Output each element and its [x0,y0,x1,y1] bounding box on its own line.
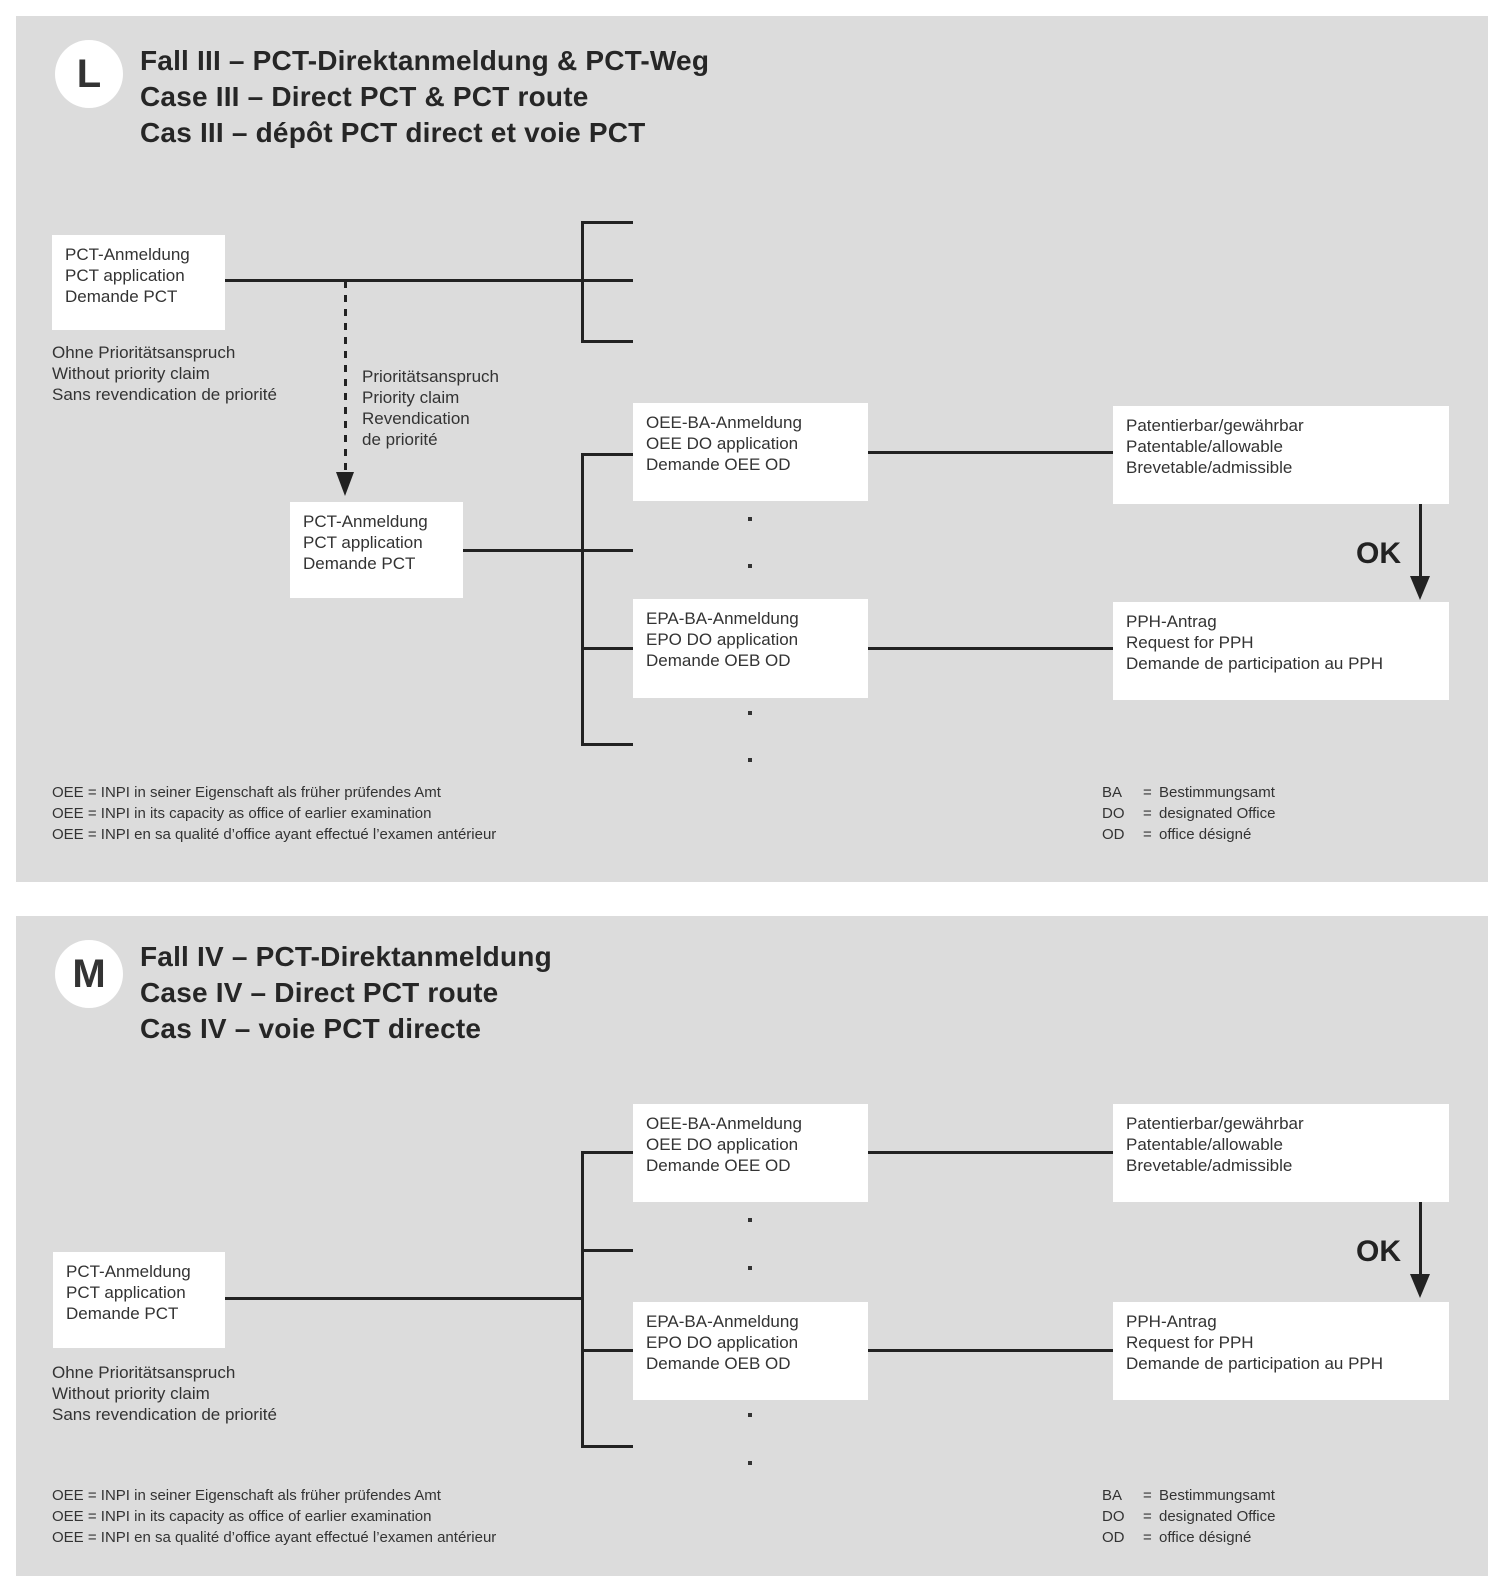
box-line-de: Patentierbar/gewährbar [1126,1114,1304,1133]
case-iv-badge: M [55,940,123,1008]
do-fork-branch-oee [581,1151,633,1154]
fork-bracket-vertical [581,221,584,343]
title-line-fr: Cas III – dépôt PCT direct et voie PCT [140,117,646,148]
legend-row-od [1102,1527,1275,1548]
do-fork-branch-epo [581,647,633,650]
legend-text: Bestimmungsamt [1159,1487,1275,1504]
box-line-fr: Brevetable/admissible [1126,458,1293,477]
legend-text: office désigné [1159,826,1252,843]
box-line-en: Patentable/allowable [1126,1135,1283,1154]
box-line-fr: Demande de participation au PPH [1126,1354,1384,1373]
box-line-en: EPO DO application [646,630,799,649]
legend-row-ba [1102,1485,1275,1506]
do-fork-branch-oee [581,453,633,456]
label-line-en: Priority claim [362,388,460,407]
box-line-fr: Demande OEE OD [646,1156,791,1175]
box-line-fr: Demande PCT [66,1304,179,1323]
do-fork-branch-other-1 [581,1249,633,1252]
box-line-en: Request for PPH [1126,1333,1254,1352]
ok-arrow-line [1419,504,1422,578]
box-line-en: EPO DO application [646,1333,799,1352]
do-fork-vertical [581,1151,584,1448]
down-arrowhead-icon [336,472,354,496]
ok-label: OK [1356,537,1401,570]
box-line-de: PCT-Anmeldung [66,1262,191,1281]
pph-request-box [1113,1302,1449,1400]
box-line-en: PCT application [66,1283,186,1302]
ellipsis-dot [748,1266,752,1270]
legend-abbr: OD [1102,1529,1125,1546]
footnote-line-fr: OEE = INPI en sa qualité d’office ayant effectué l’examen antérieur [52,826,497,843]
legend-text: office désigné [1159,1529,1252,1546]
connector-epo-to-pph [868,1349,1113,1352]
note-line-fr: Sans revendication de priorité [52,385,277,404]
box-line-en: PCT application [65,266,185,285]
box-line-fr: Demande OEB OD [646,651,791,670]
legend-eq: = [1143,1529,1152,1546]
epo-do-application-box [633,599,868,698]
pct-application-box [52,235,225,330]
box-line-de: OEE-BA-Anmeldung [646,413,802,432]
legend-eq: = [1143,784,1152,801]
oee-do-application-box [633,403,868,501]
connector-pct2-to-fork [463,549,633,552]
ellipsis-dot [748,1461,752,1465]
do-fork-branch-other [581,743,633,746]
pct-application-box-2 [290,502,463,598]
legend-text: Bestimmungsamt [1159,784,1275,801]
legend-row-ba [1102,782,1275,803]
footnote-line-de: OEE = INPI in seiner Eigenschaft als früher prüfendes Amt [52,784,441,801]
box-line-fr: Demande de participation au PPH [1126,654,1384,673]
label-line-fr2: de priorité [362,430,438,449]
ellipsis-dot [748,1413,752,1417]
note-line-en: Without priority claim [52,1384,210,1403]
legend-text: designated Office [1159,805,1276,822]
box-line-en: PCT application [303,533,423,552]
label-line-fr1: Revendication [362,409,470,428]
note-line-de: Ohne Prioritätsanspruch [52,343,236,362]
connector-pct-to-fork [225,1297,584,1300]
without-priority-note [52,342,277,405]
label-line-de: Prioritätsanspruch [362,367,500,386]
box-line-de: EPA-BA-Anmeldung [646,609,799,628]
footnote-line-fr: OEE = INPI en sa qualité d’office ayant effectué l’examen antérieur [52,1529,497,1546]
box-line-en: Patentable/allowable [1126,437,1283,456]
box-line-fr: Demande OEE OD [646,455,791,474]
title-line-de: Fall III – PCT-Direktanmeldung & PCT-Weg [140,45,710,76]
title-line-en: Case III – Direct PCT & PCT route [140,81,589,112]
box-line-fr: Demande PCT [65,287,178,306]
ellipsis-dot [748,564,752,568]
oee-do-application-box [633,1104,868,1202]
footnote-line-en: OEE = INPI in its capacity as office of earlier examination [52,805,432,822]
legend-abbr: BA [1102,784,1123,801]
legend-abbr: DO [1102,805,1125,822]
legend-abbr: BA [1102,1487,1123,1504]
down-arrowhead-icon [1410,576,1430,600]
do-fork-branch-other-2 [581,1445,633,1448]
legend-row-do [1102,1506,1275,1527]
box-line-en: Request for PPH [1126,633,1254,652]
epo-do-application-box [633,1302,868,1400]
legend-abbr: OD [1102,826,1125,843]
pct-application-box [53,1252,225,1348]
ellipsis-dot [748,1218,752,1222]
ok-arrow-line [1419,1202,1422,1276]
legend-eq: = [1143,1487,1152,1504]
fork-branch-bottom [581,340,633,343]
connector-epo-to-pph [868,647,1113,650]
oee-footnote [52,1485,496,1548]
oee-footnote [52,782,496,845]
title-line-de: Fall IV – PCT-Direktanmeldung [140,941,552,972]
box-line-de: PPH-Antrag [1126,612,1217,631]
patentable-box [1113,406,1449,504]
box-line-fr: Demande OEB OD [646,1354,791,1373]
case-iv-title [140,939,552,1047]
fork-branch-top [581,221,633,224]
legend-row-do [1102,803,1275,824]
legend-text: designated Office [1159,1508,1276,1525]
connector-oee-to-patentable [868,1151,1113,1154]
ellipsis-dot [748,711,752,715]
note-line-en: Without priority claim [52,364,210,383]
note-line-fr: Sans revendication de priorité [52,1405,277,1424]
legend-eq: = [1143,1508,1152,1525]
ok-label: OK [1356,1235,1401,1268]
down-arrowhead-icon [1410,1274,1430,1298]
box-line-de: EPA-BA-Anmeldung [646,1312,799,1331]
case-iii-panel [16,16,1488,882]
ellipsis-dot [748,758,752,762]
connector-pct-to-fork [225,279,633,282]
box-line-fr: Brevetable/admissible [1126,1156,1293,1175]
connector-oee-to-patentable [868,451,1113,454]
title-line-en: Case IV – Direct PCT route [140,977,499,1008]
abbreviation-legend [1102,782,1275,845]
abbreviation-legend [1102,1485,1275,1548]
box-line-de: PCT-Anmeldung [65,245,190,264]
box-line-en: OEE DO application [646,434,799,453]
legend-abbr: DO [1102,1508,1125,1525]
footnote-line-en: OEE = INPI in its capacity as office of earlier examination [52,1508,432,1525]
do-fork-branch-epo [581,1349,633,1352]
do-fork-vertical [581,453,584,746]
legend-eq: = [1143,826,1152,843]
priority-claim-dashed-line [344,281,347,472]
box-line-de: Patentierbar/gewährbar [1126,416,1304,435]
case-iii-title [140,43,709,151]
priority-claim-label [362,366,499,450]
case-iv-panel [16,916,1488,1576]
without-priority-note [52,1362,277,1425]
box-line-de: OEE-BA-Anmeldung [646,1114,802,1133]
patentable-box [1113,1104,1449,1202]
box-line-en: OEE DO application [646,1135,799,1154]
title-line-fr: Cas IV – voie PCT directe [140,1013,482,1044]
box-line-fr: Demande PCT [303,554,416,573]
box-line-de: PPH-Antrag [1126,1312,1217,1331]
footnote-line-de: OEE = INPI in seiner Eigenschaft als früher prüfendes Amt [52,1487,441,1504]
ellipsis-dot [748,517,752,521]
note-line-de: Ohne Prioritätsanspruch [52,1363,236,1382]
legend-row-od [1102,824,1275,845]
case-iii-badge: L [55,40,123,108]
box-line-de: PCT-Anmeldung [303,512,428,531]
legend-eq: = [1143,805,1152,822]
pph-request-box [1113,602,1449,700]
